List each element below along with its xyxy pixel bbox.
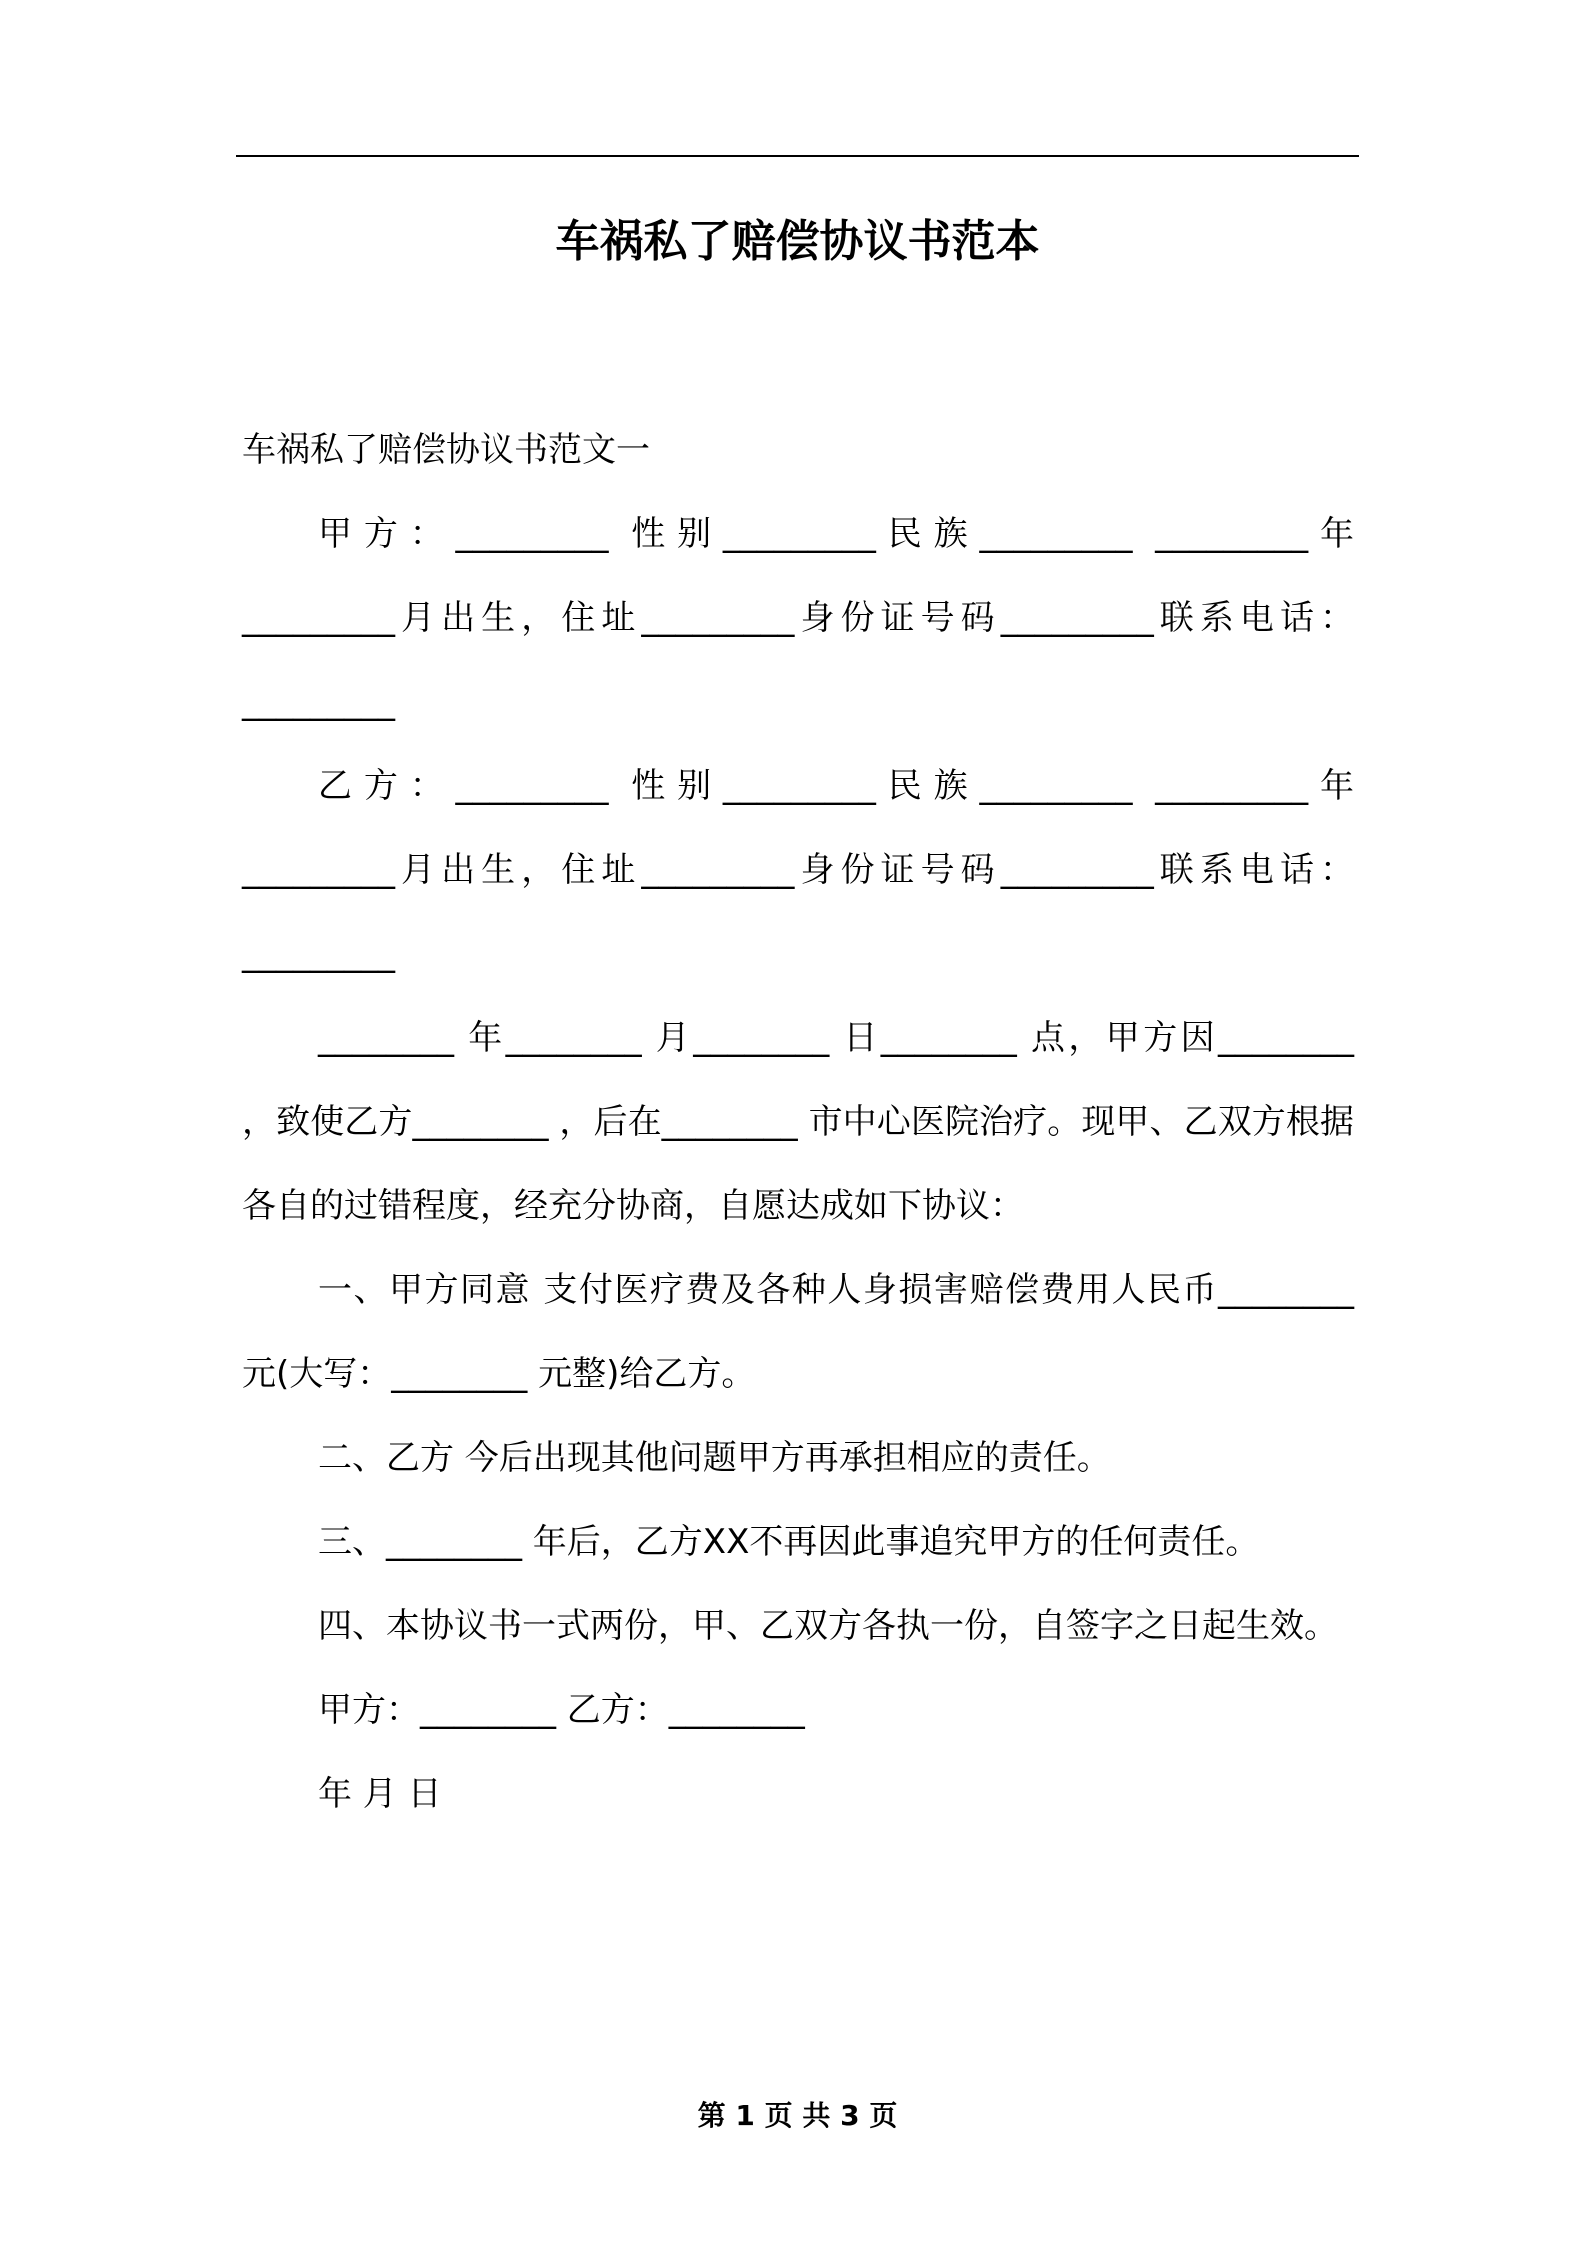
clause-four-paragraph: 四、本协议书一式两份，甲、乙双方各执一份，自签字之日起生效。 bbox=[318, 1606, 1338, 1646]
document-title: 车祸私了赔偿协议书范本 bbox=[555, 216, 1040, 267]
date-line: 年 月 日 bbox=[318, 1774, 442, 1814]
party-b-info-paragraph: 乙方：_________ 性别_________民族_________ _________年_________月出生，住址_________身份证号码_________联系电话：_________ bbox=[242, 766, 1354, 974]
clause-one-paragraph: 一、甲方同意 支付医疗费及各种人身损害赔偿费用人民币________ 元(大写：________ 元整)给乙方。 bbox=[242, 1270, 1354, 1394]
header-rule bbox=[236, 155, 1359, 157]
signature-line: 甲方：________ 乙方：________ bbox=[318, 1690, 805, 1730]
party-a-info-paragraph: 甲方：_________ 性别_________民族_________ _________年_________月出生，住址_________身份证号码_________联系电话：_________ bbox=[242, 514, 1354, 722]
section-heading: 车祸私了赔偿协议书范文一 bbox=[242, 430, 650, 470]
incident-description-paragraph: ________ 年________ 月________ 日________ 点，甲方因________ ，致使乙方________ ，后在________ 市中心医院治疗。现甲、乙双方根据各自的过错程度，经充分协商，自愿达成如下协议： bbox=[242, 1018, 1354, 1226]
document-body bbox=[242, 408, 1354, 1836]
clause-three-paragraph: 三、________ 年后，乙方XX不再因此事追究甲方的任何责任。 bbox=[318, 1522, 1260, 1562]
page-number-footer: 第 1 页 共 3 页 bbox=[697, 2099, 898, 2132]
clause-two-paragraph: 二、乙方 今后出现其他问题甲方再承担相应的责任。 bbox=[318, 1438, 1111, 1478]
